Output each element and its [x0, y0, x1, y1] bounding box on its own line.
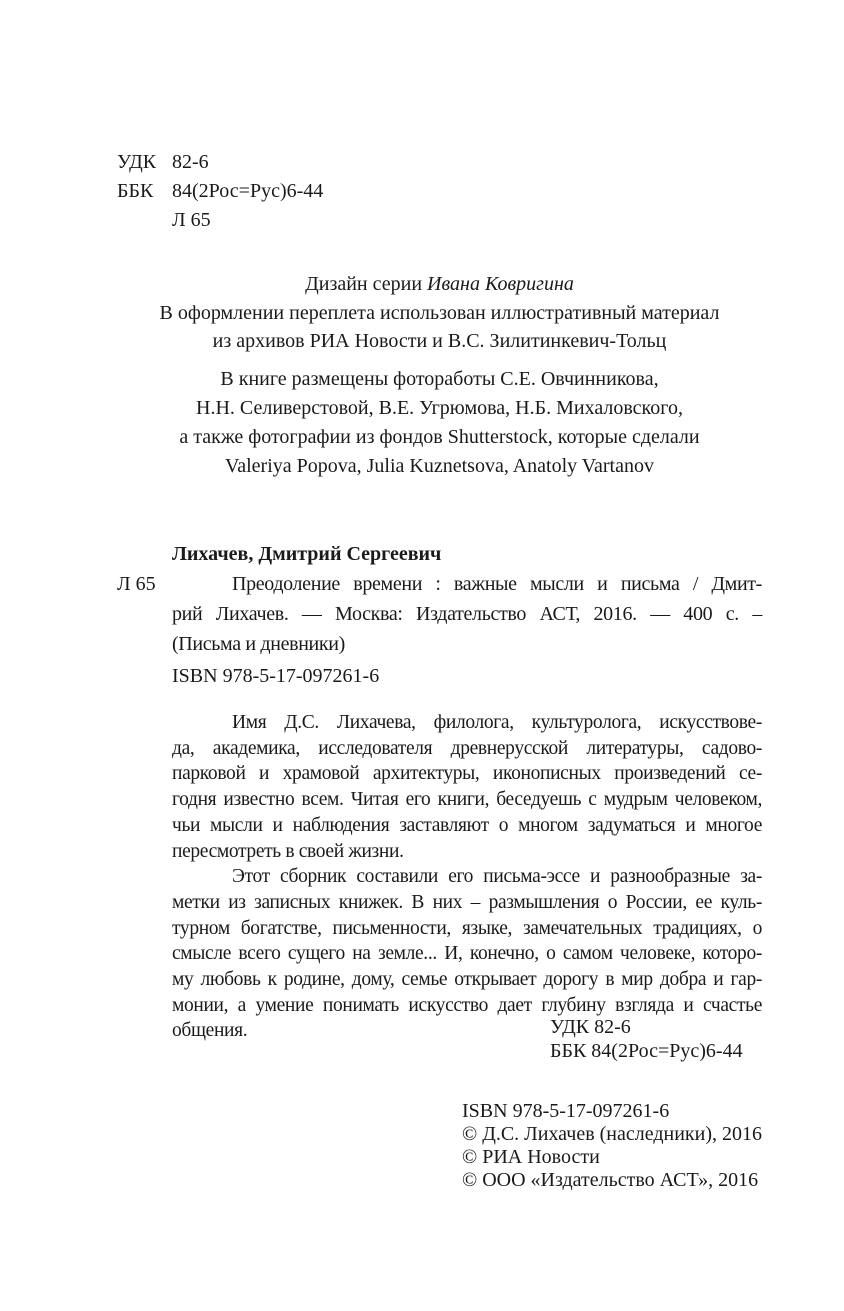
- footer-code-line: УДК 82-6: [550, 1016, 631, 1038]
- series-design: [117, 270, 762, 298]
- annotation-line: чьи мысли и наблюдения заставляют о многом задуматься и многое: [172, 814, 762, 836]
- copyright-line: © Д.С. Лихачев (наследники), 2016: [462, 1123, 763, 1145]
- credit-line: из архивов РИА Новости и В.С. Зилитинкевич-Тольц: [212, 330, 667, 352]
- footer-code-line: ББК 84(2Рос=Рус)6-44: [550, 1040, 743, 1062]
- annotation-line: парковой и храмовой архитектуры, иконописных произведений се-: [172, 763, 762, 785]
- isbn: ISBN 978-5-17-097261-6: [172, 665, 380, 687]
- description-line: Преодоление времени : важные мысли и письма / Дмит-: [232, 573, 762, 595]
- annotation-line: пересмотреть в своей жизни.: [172, 840, 404, 862]
- series-designer: Ивана Ковригина: [427, 273, 574, 295]
- author-mark-value: Л 65: [172, 209, 211, 231]
- copyright-block: [462, 1100, 762, 1192]
- annotation-line: Этот сборник составили его письма-эссе и разнообразные за-: [232, 866, 762, 888]
- description-line: (Письма и дневники): [172, 633, 345, 655]
- bibliographic-description: [172, 569, 762, 659]
- copyright-line: © ООО «Издательство АСТ», 2016: [462, 1169, 759, 1191]
- classification-codes: [117, 148, 323, 235]
- photo-credits: [117, 365, 762, 481]
- annotation-line: му любовь к родине, дому, семье открывает дорогу в мир добра и гар-: [172, 969, 762, 991]
- credit-line: В оформлении переплета использован иллюстративный материал: [159, 302, 720, 324]
- annotation-line: да, академика, исследователя древнерусской литературы, садово-: [172, 737, 762, 759]
- annotation-line: метки из записных книжек. В них – размышления о России, ее куль-: [172, 891, 762, 913]
- udk-value: 82-6: [172, 151, 209, 173]
- udk-row: [117, 148, 323, 177]
- series-design-prefix: Дизайн серии: [305, 273, 423, 295]
- author-mark-row: [117, 206, 323, 235]
- bbk-value: 84(2Рос=Рус)6-44: [172, 180, 324, 202]
- annotation-line: турном богатстве, письменности, языке, замечательных традициях, о: [172, 917, 762, 939]
- credit-line: Valeriya Popova, Julia Kuznetsova, Anatoly Vartanov: [225, 455, 654, 477]
- copyright-line: © РИА Новости: [462, 1146, 600, 1168]
- footer-codes: [550, 1015, 743, 1063]
- credit-line: а также фотографии из фондов Shutterstock, которые сделали: [179, 426, 700, 448]
- author-heading: Лихачев, Дмитрий Сергеевич: [172, 543, 442, 565]
- annotation-line: общения.: [172, 1020, 248, 1042]
- credit-line: Н.Н. Селиверстовой, В.Е. Угрюмова, Н.Б. Михаловского,: [196, 397, 683, 419]
- annotation-line: монии, а умение понимать искусство дает глубину взгляда и счастье: [172, 994, 762, 1016]
- annotation-line: годня известно всем. Читая его книги, беседуешь с мудрым человеком,: [172, 789, 762, 811]
- annotation: [172, 710, 762, 1044]
- description-line: рий Лихачев. — Москва: Издательство АСТ, 2016. — 400 с. –: [172, 603, 762, 625]
- copyright-line: ISBN 978-5-17-097261-6: [462, 1100, 670, 1122]
- annotation-line: смысле всего сущего на земле... И, конечно, о самом человеке, которо-: [172, 943, 762, 965]
- bbk-row: [117, 177, 323, 206]
- udk-label: УДК: [117, 151, 157, 173]
- cover-credits: [117, 299, 762, 355]
- bbk-label: ББК: [117, 180, 154, 202]
- annotation-line: Имя Д.С. Лихачева, филолога, культуролога, искусствове-: [232, 712, 762, 733]
- author-mark: Л 65: [117, 573, 156, 595]
- credit-line: В книге размещены фотоработы С.Е. Овчинникова,: [220, 368, 659, 390]
